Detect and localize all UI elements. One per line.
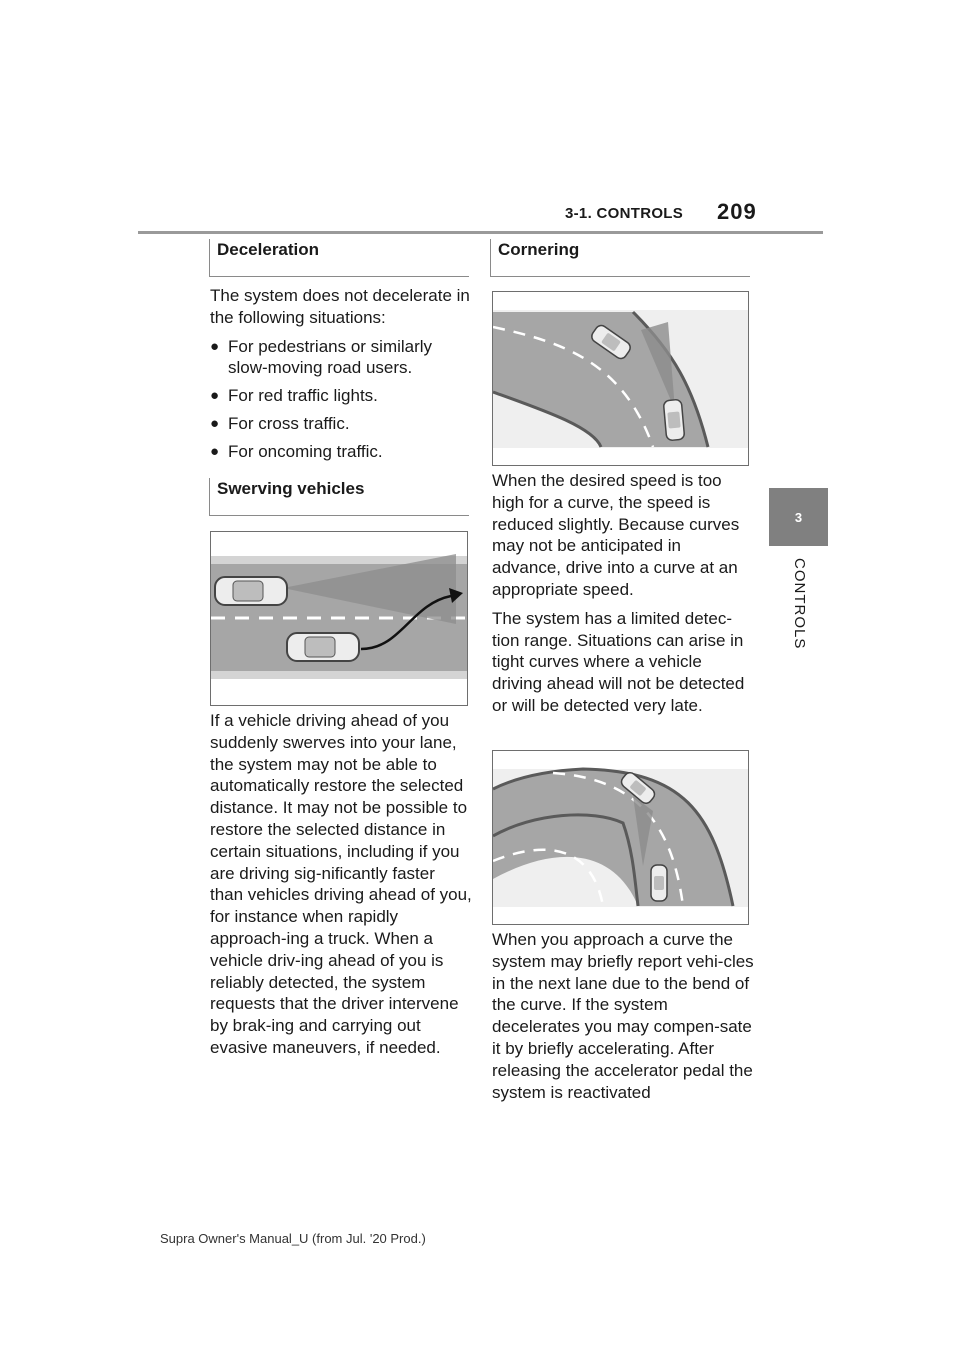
header-divider	[138, 231, 823, 234]
swerving-heading: Swerving vehicles	[209, 478, 469, 516]
cornering-paragraph-2: The system has a limited detec-tion range. Situations can arise in tight curves where a vehicle driving ahead will not be detected or will be detected very late.	[492, 608, 745, 715]
cornering-paragraph-3: When you approach a curve the system may briefly report vehi-cles in the next lane due to the bend of the curve. If the system decelerates you may compen-sate it by briefly accelerating. After releasing the accelerator pedal the system is reactivated	[492, 930, 754, 1102]
swerving-text: If a vehicle driving ahead of you suddenly swerves into your lane, the system may not be able to automatically restore the selected distance. It may not be possible to restore the selected distance in certain situations, including if you are driving sig-nificantly faster than vehicles driving ahead of you, for instance when rapidly approach-ing a truck. When a vehicle driv-ing ahead of you is reliably detected, the system requests that the driver intervene by brak-ing and carrying out evasive maneuvers, if needed.	[210, 711, 472, 1057]
cornering-paragraph-1: When the desired speed is too high for a curve, the speed is reduced slightly. Because curves may not be anticipated in advance, drive into a curve at an appropriate speed.	[492, 471, 740, 599]
deceleration-section	[210, 285, 470, 469]
list-item: ● For pedestrians or similarly slow-moving road users.	[210, 336, 470, 380]
chapter-label-text: CONTROLS	[790, 558, 808, 650]
list-item: ● For oncoming traffic.	[210, 441, 470, 463]
swerving-vehicles-figure	[210, 531, 468, 706]
list-item: ● For cross traffic.	[210, 413, 470, 435]
car-ahead-icon	[215, 577, 287, 605]
list-item: ● For red traffic lights.	[210, 385, 470, 407]
own-car-icon	[287, 633, 359, 661]
swerving-illustration	[211, 532, 467, 705]
road-shoulder-bottom	[211, 671, 467, 679]
cornering-illustration-2	[493, 751, 748, 924]
deceleration-heading: Deceleration	[209, 239, 469, 277]
chapter-label	[769, 558, 828, 658]
cornering-figure-2	[492, 750, 749, 925]
deceleration-list	[210, 336, 470, 463]
cornering-text-block	[492, 470, 754, 724]
cornering-illustration-1	[493, 292, 748, 465]
car-next-lane-icon	[651, 865, 667, 901]
page-number: 209	[717, 199, 757, 224]
footer-text: Supra Owner's Manual_U (from Jul. '20 Prod.)	[160, 1231, 426, 1246]
car-ahead-icon	[663, 399, 684, 440]
cornering-figure-1	[492, 291, 749, 466]
section-title: 3-1. CONTROLS	[565, 205, 684, 222]
cornering-heading: Cornering	[490, 239, 750, 277]
chapter-tab: 3	[769, 488, 828, 546]
deceleration-intro: The system does not decelerate in the following situations:	[210, 286, 470, 327]
